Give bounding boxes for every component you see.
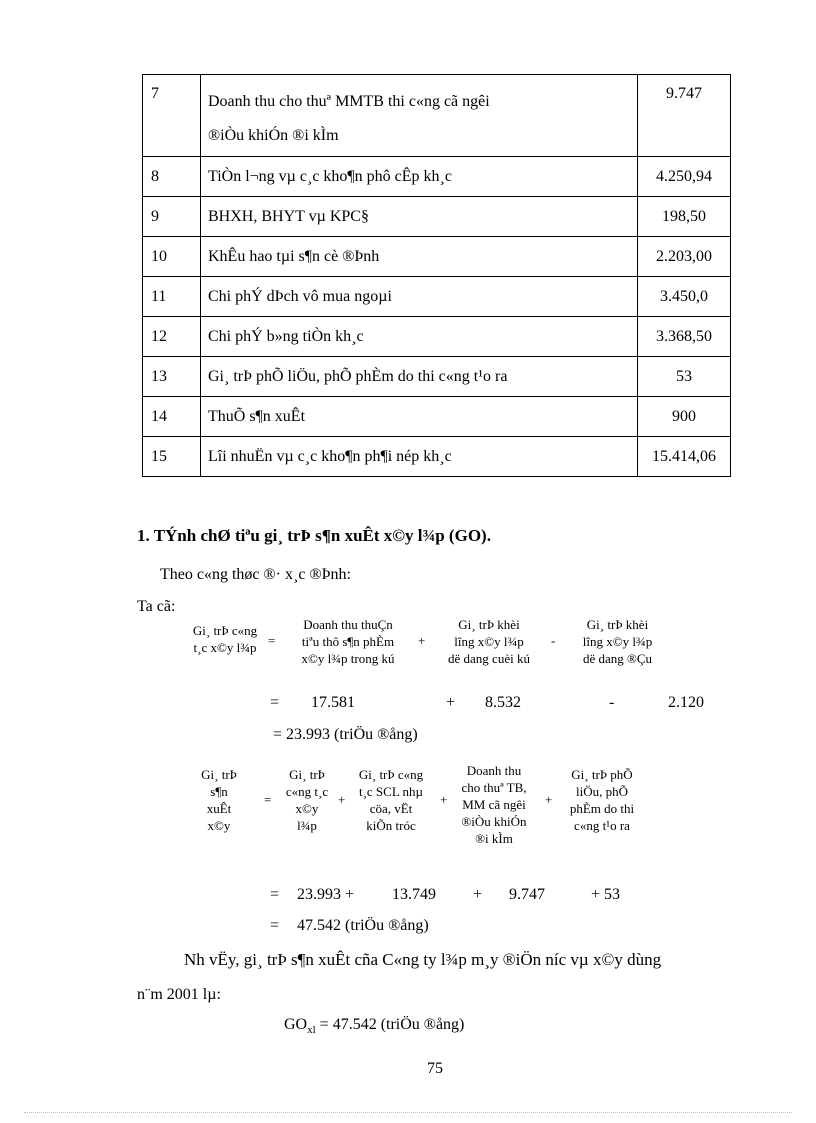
calc2-op: +: [473, 886, 483, 903]
row-item-name: Gi¸ trÞ phÕ liÖu, phÕ phÈm do thi c«ng t¹o ra: [201, 357, 638, 397]
table-row: [143, 277, 731, 317]
conclusion-line1: Nh vËy, gi¸ trÞ s¶n xuÊt cña C«ng ty l¾p m¸y ®iÖn níc vµ x©y dùng: [184, 950, 662, 969]
calc2-eq: =: [270, 886, 280, 903]
page-number: 75: [427, 1060, 443, 1077]
row-item-name: ThuÕ s¶n xuÊt: [201, 397, 638, 437]
calc1-eq: =: [270, 694, 280, 711]
calc2-eq2: =: [270, 917, 280, 934]
calc1-b: 8.532: [485, 694, 521, 711]
calc1-c: 2.120: [668, 694, 704, 711]
cost-table: [142, 74, 731, 477]
footer-divider: [24, 1112, 792, 1113]
formula2-term3: Doanh thu cho thuª TB, MM cã ngêi ®iÒu khiÓn ®i kÌm: [461, 763, 527, 846]
row-item-name: TiÒn l¬ng vµ c¸c kho¶n phô cÊp kh¸c: [201, 157, 638, 197]
formula2-op1: +: [338, 792, 346, 807]
intro-text: Theo c«ng thøc ®· x¸c ®Þnh:: [160, 566, 351, 583]
calc1-op1: +: [446, 694, 456, 711]
row-number: 15: [143, 437, 201, 477]
row-item-name: Chi phÝ b»ng tiÒn kh¸c: [201, 317, 638, 357]
row-value: 4.250,94: [638, 157, 731, 197]
row-number: 10: [143, 237, 201, 277]
formula2-term1: Gi¸ trÞ c«ng t¸c x©y l¾p: [285, 767, 329, 833]
table-row: [143, 75, 731, 157]
row-number: 8: [143, 157, 201, 197]
row-value: 2.203,00: [638, 237, 731, 277]
table-row: [143, 357, 731, 397]
row-value: 53: [638, 357, 731, 397]
calc2-a: 23.993 +: [297, 886, 355, 903]
row-number: 11: [143, 277, 201, 317]
row-number: 7: [143, 75, 201, 157]
calc2-result: 47.542 (triÖu ®ång): [297, 917, 429, 934]
calc1-a: 17.581: [311, 694, 355, 711]
calc2-d: + 53: [591, 886, 621, 903]
table-row: [143, 237, 731, 277]
formula2-lhs: Gi¸ trÞ s¶n xuÊt x©y: [201, 767, 237, 833]
calc1-op2: -: [609, 694, 615, 711]
formula1-eq: =: [268, 633, 276, 648]
table-row: [143, 437, 731, 477]
formula2-term2: Gi¸ trÞ c«ng t¸c SCL nhµ cöa, vËt kiÕn tróc: [358, 767, 424, 833]
section-heading: 1. TÝnh chØ tiªu gi¸ trÞ s¶n xuÊt x©y l¾p (GO).: [137, 526, 491, 545]
calc1-result: = 23.993 (triÖu ®ång): [273, 726, 418, 743]
formula1-op1: +: [418, 633, 426, 648]
row-value: 3.368,50: [638, 317, 731, 357]
row-item-name: Doanh thu cho thuª MMTB thi c«ng cã ngêi ®iÒu khiÓn ®i kÌm: [201, 75, 638, 157]
formula1-lhs: Gi¸ trÞ c«ng t¸c x©y l¾p: [192, 623, 258, 655]
table-row: [143, 397, 731, 437]
row-number: 13: [143, 357, 201, 397]
calc2-c: 9.747: [509, 886, 545, 903]
row-item-name: KhÊu hao tµi s¶n cè ®Þnh: [201, 237, 638, 277]
formula2-op3: +: [545, 792, 553, 807]
row-value: 3.450,0: [638, 277, 731, 317]
conclusion-line2: n¨m 2001 lµ:: [137, 986, 221, 1003]
row-value: 198,50: [638, 197, 731, 237]
formula1-term2: Gi¸ trÞ khèi lîng x©y l¾p dë dang cuèi kú: [448, 617, 530, 666]
row-number: 12: [143, 317, 201, 357]
formula1-op2: -: [551, 633, 556, 648]
table-row: [143, 157, 731, 197]
formula2-op2: +: [440, 792, 448, 807]
row-number: 9: [143, 197, 201, 237]
row-value: 15.414,06: [638, 437, 731, 477]
table-row: [143, 197, 731, 237]
row-number: 14: [143, 397, 201, 437]
formula1-term3: Gi¸ trÞ khèi lîng x©y l¾p dë dang ®Çu: [582, 617, 653, 666]
formula2-eq: =: [264, 792, 272, 807]
calc2-b: 13.749: [392, 886, 436, 903]
formula1-term1: Doanh thu thuÇn tiªu thô s¶n phÈm x©y l¾p trong kú: [301, 617, 395, 666]
formula2-term4: Gi¸ trÞ phÕ liÖu, phÕ phÈm do thi c«ng t¹o ra: [569, 767, 635, 833]
go-result: $GO_{xl} = 47.542$ (triÖu ®ång): [284, 1016, 465, 1037]
table-row: [143, 317, 731, 357]
row-item-name: BHXH, BHYT vµ KPC§: [201, 197, 638, 237]
row-value: 9.747: [638, 75, 731, 157]
ta-co-text: Ta cã:: [137, 598, 176, 615]
row-item-name: Lîi nhuËn vµ c¸c kho¶n ph¶i nép kh¸c: [201, 437, 638, 477]
row-item-name: Chi phÝ dÞch vô mua ngoµi: [201, 277, 638, 317]
row-value: 900: [638, 397, 731, 437]
